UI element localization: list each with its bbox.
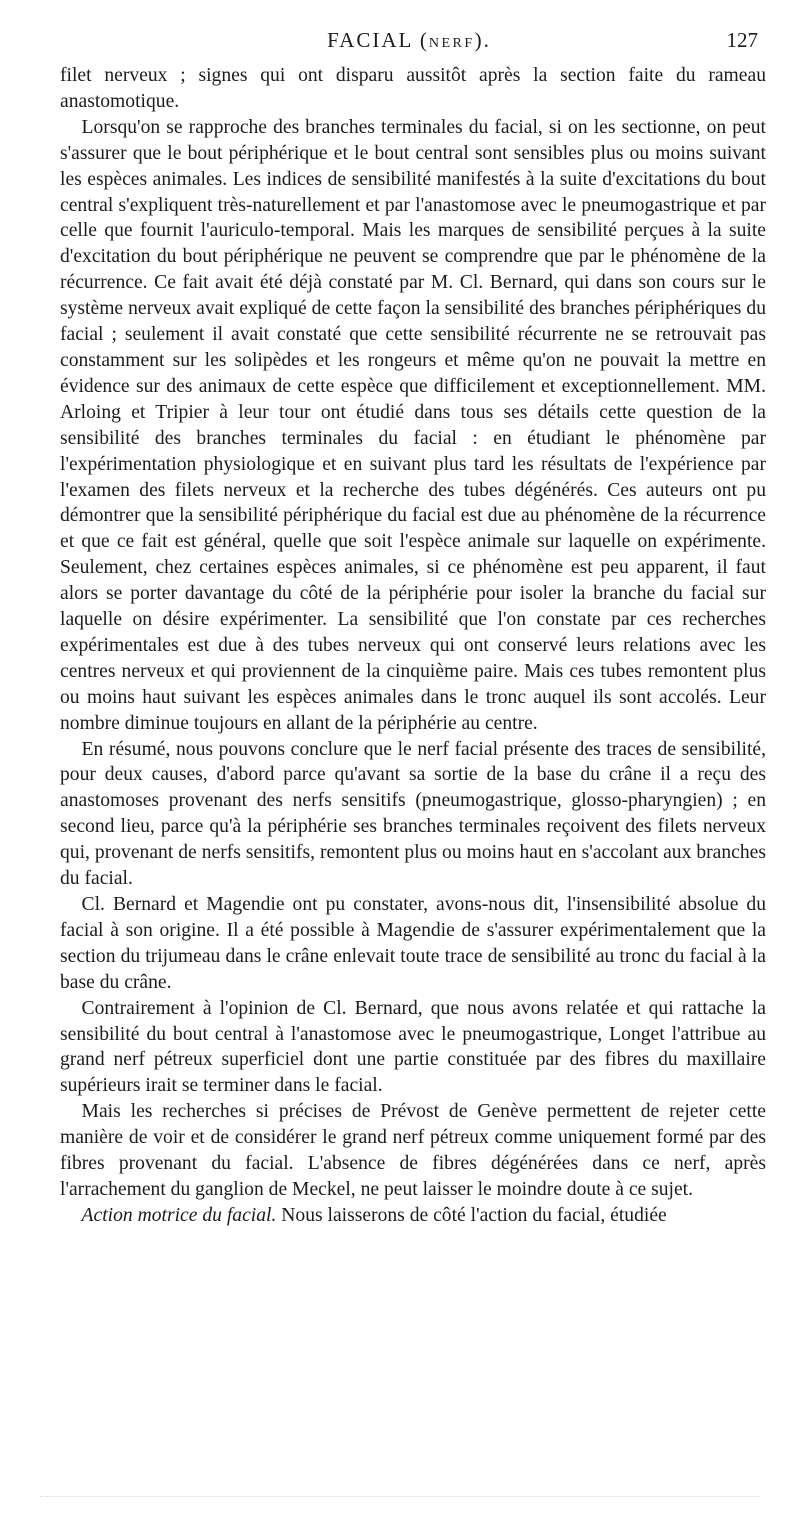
running-title xyxy=(60,28,758,53)
paragraph: Mais les recherches si précises de Prévost de Genève permettent de rejeter cette manière de voir et de considérer le grand nerf pétreux comme uniquement formé par des fibres provenant du facial. L'absence de fibres dégénérées dans ce nerf, après l'arrachement du ganglion de Meckel, ne peut laisser le moindre doute à ce sujet. xyxy=(60,1101,766,1200)
paragraph: Lorsqu'on se rapproche des branches terminales du facial, si on les sectionne, on peut s'assurer que le bout périphérique et le bout central sont sensibles plus ou moins suivant les espèces animales. Les indices de sensibilité manifestés à la suite d'excitations du bout central s'expliquent très-naturellement et par l'anastomose avec le pneumogastrique et par celle que fournit l'auriculo-temporal. Mais les marques de sensibilité perçues à la suite d'excitation du bout périphérique ne peuvent se comprendre que par le phénomène de la récurrence. Ce fait avait été déjà constaté par M. Cl. Bernard, qui dans son cours sur le système nerveux avait expliqué de cette façon la sensibilité des branches périphériques du facial ; seulement il avait constaté que cette sensibilité récurrente ne se retrouvait pas constamment sur les solipèdes et les rongeurs et même qu'on ne pouvait la mettre en évidence sur des animaux de cette espèce que difficilement et exceptionnellement. MM. Arloing et Tripier à leur tour ont étudié dans tous ses détails cette question de la sensibilité des branches terminales du facial : en étudiant le phénomène par l'expérimentation physiologique et en suivant plus tard les résultats de l'expérience par l'examen des filets nerveux et la recherche des tubes dégénérés. Ces auteurs ont pu démontrer que la sensibilité périphérique du facial est due au phénomène de la récurrence et que ce fait est général, quelle que soit l'espèce animale sur laquelle on expérimente. Seulement, chez certaines espèces animales, si ce phénomène est peu apparent, il faut alors se porter davantage du côté de la périphérie pour isoler la branche du facial sur laquelle on désire expérimenter. La sensibilité que l'on constate par ces recherches expérimentales est due à des tubes nerveux qui ont conservé leurs relations avec les centres nerveux et qui proviennent de la cinquième paire. Mais ces tubes remontent plus ou moins haut suivant les espèces animales dans le tronc auquel ils sont accolés. Leur nombre diminue toujours en allant de la périphérie au centre. xyxy=(60,116,766,734)
page-number: 127 xyxy=(726,28,758,52)
running-header xyxy=(60,28,758,58)
section-lead-italic: Action motrice du facial. xyxy=(81,1204,277,1226)
paragraph: Contrairement à l'opinion de Cl. Bernard, que nous avons relatée et qui rattache la sensibilité du bout central à l'anastomose avec le pneumogastrique, Longet l'attribue au grand nerf pétreux superficiel dont une partie constituée par des fibres du maxillaire supérieurs irait se terminer dans le facial. xyxy=(60,997,766,1097)
paragraph-continued: filet nerveux ; signes qui ont disparu aussitôt après la section faite du rameau anastomotique. xyxy=(60,65,766,112)
scan-artifact-line xyxy=(40,1496,760,1503)
section-lead-text: Nous laisserons de côté l'action du facial, étudiée xyxy=(276,1204,667,1226)
running-title-end: ). xyxy=(474,28,491,52)
running-title-main: FACIAL ( xyxy=(327,28,429,52)
paragraph: Cl. Bernard et Magendie ont pu constater, avons-nous dit, l'insensibilité absolue du facial à son origine. Il a été possible à Magendie de s'assurer expérimentalement que la section du trijumeau dans le crâne enlevait toute trace de sensibilité au tronc du facial à la base du crâne. xyxy=(60,894,766,993)
paragraph-section-start xyxy=(60,1203,766,1229)
running-title-smallcaps: NERF xyxy=(428,36,475,51)
paragraph: En résumé, nous pouvons conclure que le nerf facial présente des traces de sensibilité, pour deux causes, d'abord parce qu'avant sa sortie de la base du crâne il a reçu des anastomoses provenant des nerfs sensitifs (pneumogastrique, glosso-pharyngien) ; en second lieu, parce qu'à la périphérie ses branches terminales reçoivent des filets nerveux qui, provenant de nerfs sensitifs, remontent plus ou moins haut en s'accolant aux branches du facial. xyxy=(60,738,766,890)
body-text xyxy=(60,63,766,1229)
